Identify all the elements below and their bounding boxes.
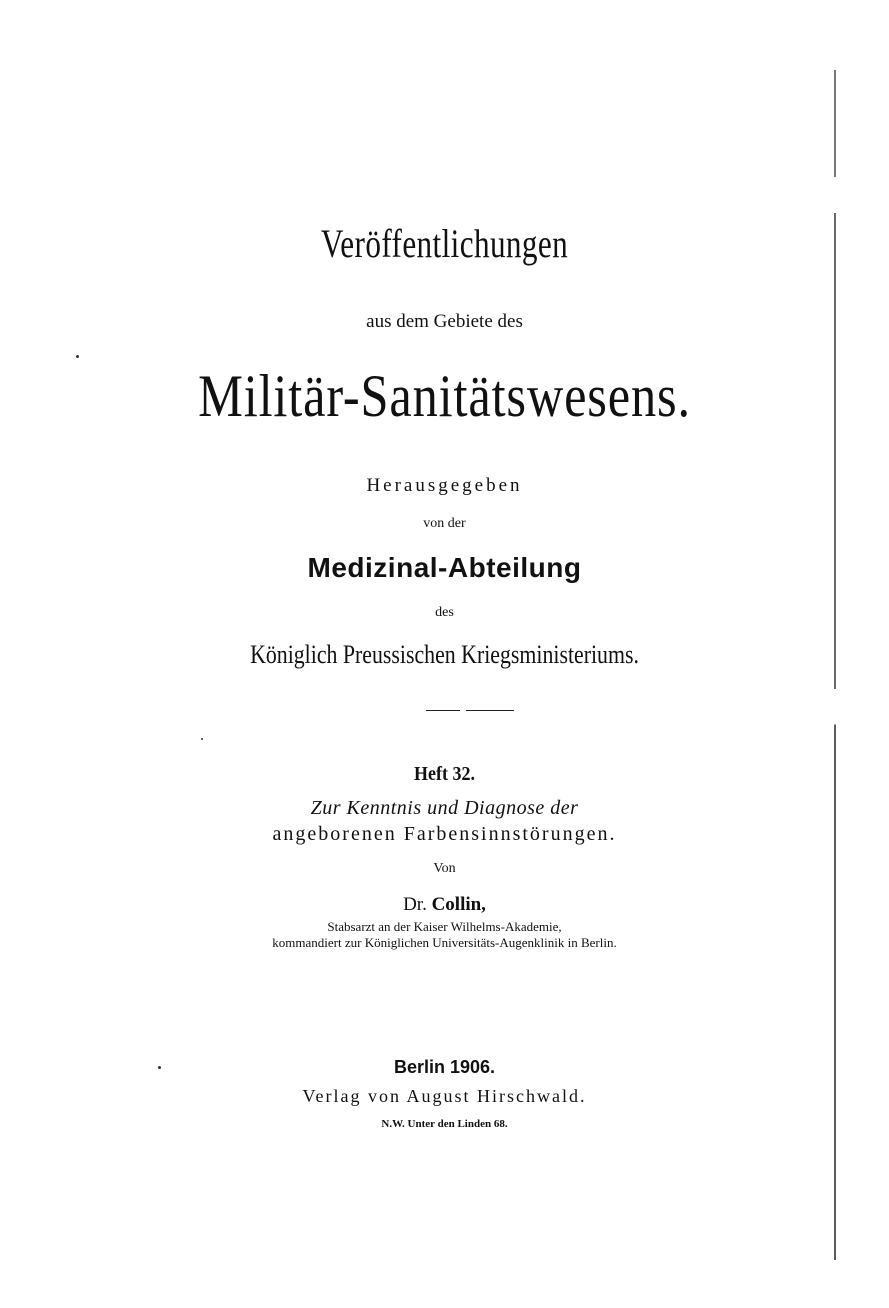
work-title-line-1: Zur Kenntnis und Diagnose der [310, 797, 579, 819]
author [0, 895, 889, 914]
divider-rule-left [426, 710, 460, 711]
work-title [0, 798, 889, 844]
of-the-label: des [435, 605, 454, 620]
series-main-title: Militär-Sanitätswesens. [198, 363, 691, 429]
publisher-address: N.W. Unter den Linden 68. [381, 1118, 508, 1130]
by-the-label: von der [423, 516, 466, 531]
scan-edge-line [834, 70, 836, 1260]
ministry-name: Königlich Preussischen Kriegsministeriums. [250, 640, 639, 669]
scan-speck [76, 355, 79, 358]
place-and-year: Berlin 1906. [393, 1057, 496, 1077]
series-title: Veröffentlichungen [320, 221, 569, 266]
issue-number: Heft 32. [413, 763, 475, 785]
series-subtitle: aus dem Gebiete des [366, 311, 523, 332]
author-name: Collin, [431, 894, 486, 915]
work-title-line-2: angeborenen Farbensinnstörungen. [272, 823, 617, 845]
scan-speck [201, 738, 203, 740]
department-name: Medizinal-Abteilung [307, 552, 582, 583]
divider-rule-right [466, 710, 514, 711]
by-label: Von [433, 861, 456, 876]
edited-by-label: Herausgegeben [366, 475, 523, 496]
publisher: Verlag von August Hirschwald. [302, 1086, 587, 1106]
author-title: Dr. [403, 894, 427, 915]
author-affiliation-line-1: Stabsarzt an der Kaiser Wilhelms-Akademie, [327, 919, 562, 934]
author-affiliation-line-2: kommandiert zur Königlichen Universitäts-Augenklinik in Berlin. [272, 935, 617, 950]
